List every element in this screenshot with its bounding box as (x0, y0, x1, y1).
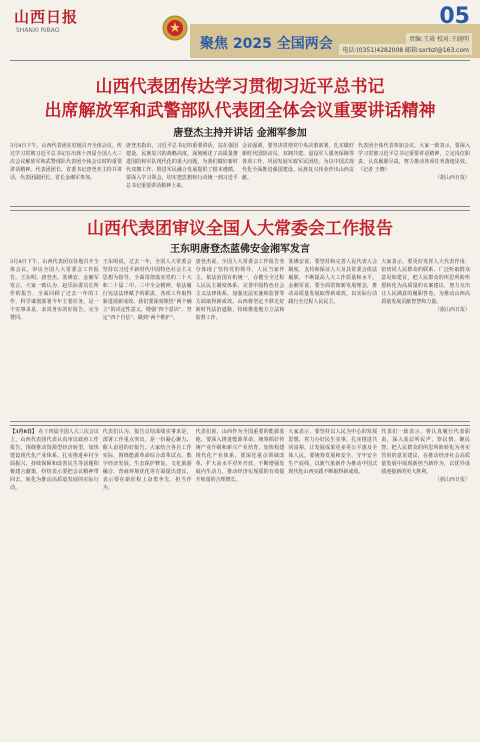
article1-column (358, 142, 470, 202)
article1-column: 会议强调，要坚决贯彻党中央决策部署，扎实做好新时代国防动员、双拥共建、退役军人服务保障等各项工作，巩固发展军政军民团结，为以中国式现代化全面推进强国建设、民族复兴伟业作出山西贡献。 (242, 143, 354, 181)
article2-column (381, 258, 470, 416)
page-header (0, 0, 480, 58)
article3-column: 代表们说，山西作为全国重要的能源基地，要深入推进能源革命，统筹抓好传统产业升级和新兴产业培育，加快构建现代化产业体系。要深化重点领域改革，扩大高水平对外开放，不断增强发展内生动力，推动经济实现质的有效提升和量的合理增长。 (195, 429, 285, 483)
article3-body (10, 428, 470, 734)
article1-headline-line1: 山西代表团传达学习贯彻习近平总书记 (95, 77, 385, 97)
header-divider (10, 60, 470, 61)
article2-column: 王东明说，过去一年，全国人大常委会坚持以习近平新时代中国特色社会主义思想为指导，全面贯彻落实党的二十大和二十届二中、三中全会精神，依法履行宪法法律赋予的职责，各项工作取得新进展新成效。我们要深刻领悟“两个确立”的决定性意义，增强“四个意识”、坚定“四个自信”、做到“两个维护”。 (102, 259, 192, 321)
article1-body (10, 142, 470, 202)
article3-byline: （据山西日报） (434, 477, 470, 483)
section-divider (10, 206, 470, 211)
page-theme-title: 聚焦 2025 全国两会 (200, 36, 333, 52)
page-number: 05 (439, 4, 470, 29)
article3-column-text: 在十四届全国人大三次会议上，山西代表团代表认真审议政府工作报告，围绕推动资源型经济转型、加快建设现代化产业体系、扎实推进乡村全面振兴、持续保障和改善民生等话题积极建言献策，纷纷表示要把会议精神带回去，转化为推动高质量发展的实际行动。 (10, 429, 99, 491)
article1-column-text: 代表团全体代表参加会议。大家一致表示，要深入学习贯彻习近平总书记重要讲话精神，立足岗位职责，认真履职尽责，努力推动各项任务落地见效。（记者 王晓） (358, 143, 470, 173)
article3-column-text: 代表们一致表示，将认真履行代表职责，深入基层听民声、察民情、聚民智，把人民群众的所思所盼转化为务实管用的意见建议，在推动经济社会高质量发展中展现新担当新作为，以优异成绩迎接新的更大胜利。 (381, 429, 470, 475)
article1-column: 3月8日下午，山西代表团在驻地召开全体会议，传达学习贯彻习近平总书记在出席十四届全国人大三次会议解放军和武警部队代表团全体会议时的重要讲话精神。代表团团长、省委书记唐登杰主持并讲话，代表团副团长、省长金湘军参加。 (10, 143, 122, 181)
article2-subhead: 王东明唐登杰蓝佛安金湘军发言 (170, 244, 310, 255)
article2-byline: （据山西日报） (434, 307, 470, 313)
editor-info: 责编:王琦 校对:王晓明 (406, 33, 472, 44)
article2-body (10, 258, 470, 416)
article2-column: 唐登杰说，全国人大常委会工作报告充分体现了坚持党的领导、人民当家作主、依法治国有机统一，在健全全过程人民民主制度体系、完善中国特色社会主义法律体系、加强宪法实施和监督等方面取得新成效。山西将坚定不移走好新时代法治道路，持续推进地方立法和监督工作。 (195, 259, 285, 321)
article2-headline: 山西代表团审议全国人大常委会工作报告 (87, 219, 393, 239)
article3-column (10, 428, 99, 734)
article3-column (381, 428, 470, 734)
masthead-subtitle: SHANXI RIBAO (16, 27, 60, 34)
article3-lead: 【3月8日】 (10, 429, 38, 435)
article2-column: 3月8日下午，山西代表团在驻地召开全体会议，审议全国人大常委会工作报告。王东明、唐登杰、蓝佛安、金湘军发言。大家一致认为，赵乐际委员长所作的报告，全面回顾了过去一年的工作，科学谋划部署今年主要任务，是一个实事求是、求真务实的好报告，完全赞同。 (10, 259, 99, 321)
section-divider (10, 421, 470, 426)
article1-subhead: 唐登杰主持并讲话 金湘军参加 (173, 128, 307, 139)
article3-column: 代表们认为，报告总结成绩实事求是，部署工作重点突出，是一份凝心聚力、催人奋进的好报告。大家结合各自工作实际，围绕能源革命综合改革试点、数字经济发展、生态保护修复、文化旅游融合、营商环境优化等方面提出建议，表示要在新征程上奋勇争先、担当作为。 (102, 429, 192, 491)
article1-headline-line2: 出席解放军和武警部队代表团全体会议重要讲话精神 (44, 101, 436, 121)
contact-info: 电话:(0351)4282008 邮箱:sxrbzl@163.com (339, 44, 472, 55)
article1-column: 唐登杰指出，习近平总书记的重要讲话，站在强国建设、民族复兴的战略高度，深刻阐述了高质量推进国防和军队现代化的重大问题，为我们做好新时代双拥工作、推进军民融合发展提供了根本遵循。要深入学习领会，切实把思想和行动统一到习近平总书记重要讲话精神上来。 (126, 143, 238, 189)
masthead-logo: 山西日报 (14, 8, 79, 26)
national-emblem-icon (162, 15, 188, 41)
article2-column-text: 大家表示，要更好发挥人大代表作用，密切同人民群众的联系，广泛听取群众意见和建议，把人民群众的所思所盼所愿转化为高质量的议案建议，努力交出让人民满意的履职答卷，为推动山西高质量发展贡献智慧和力量。 (381, 259, 470, 305)
article1-byline: （据山西日报） (434, 175, 470, 181)
article3-column: 大家表示，要坚持以人民为中心的发展思想，着力办好民生实事，扎实推进共同富裕，让发展成果更多更公平惠及全体人民。要统筹发展和安全，守牢安全生产底线，以新气象新作为推动中国式现代化山西实践不断取得新成效。 (288, 429, 378, 475)
article2-column: 蓝佛安说，要坚持和完善人民代表大会制度，支持和保证人大及其常委会依法履职，不断提高人大工作质量和水平。金湘军说，要全面贯彻新发展理念，推动高质量发展取得新成效，以实际行动践行全过程人民民主。 (288, 259, 378, 305)
